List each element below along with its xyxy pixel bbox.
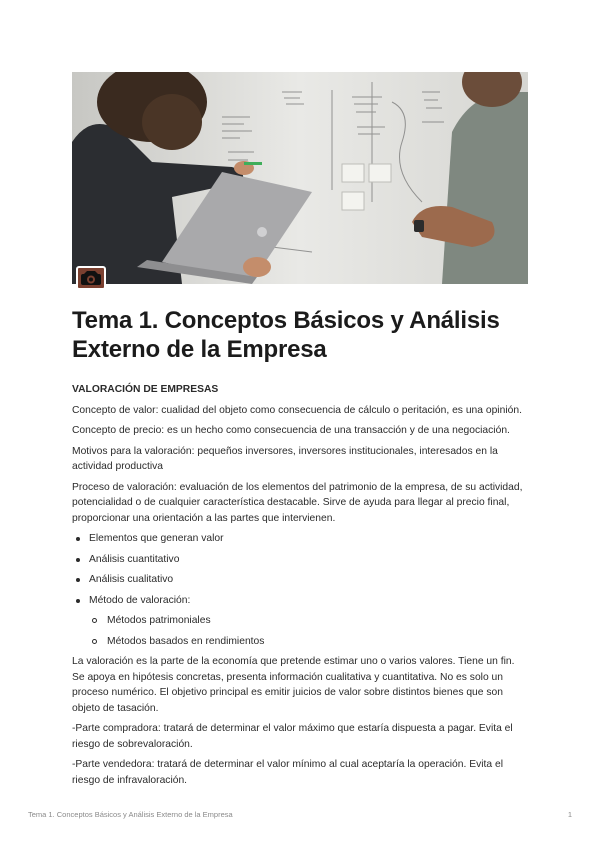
paragraph-valoracion: La valoración es la parte de la economía que pretende estimar uno o varios valores. Tiene un fin. Se apoya en hipótesis concretas, presenta información cualitativa y cuantitativa. No es solo un proceso numérico. El objetivo principal es emitir juicios de valor sobre distintos bienes que son objeto de tasación. bbox=[72, 656, 515, 714]
paragraph-vendedora: -Parte vendedora: tratará de determinar el valor mínimo al cual aceptaría la operación. Evita el riesgo de infravaloración. bbox=[72, 759, 503, 786]
section-heading: VALORACIÓN DE EMPRESAS bbox=[72, 384, 219, 395]
sub-bullet-list bbox=[89, 613, 528, 649]
camera-icon bbox=[78, 268, 104, 288]
list-item: Análisis cualitativo bbox=[72, 572, 528, 588]
paragraph-precio: Concepto de precio: es un hecho como consecuencia de una transacción y de una negociación. bbox=[72, 425, 510, 436]
list-item: Elementos que generan valor bbox=[72, 531, 528, 547]
page-content bbox=[72, 382, 528, 793]
page-footer bbox=[28, 810, 572, 819]
cover-image bbox=[72, 72, 528, 284]
paragraph-valor: Concepto de valor: cualidad del objeto como consecuencia de cálculo o peritación, es una opinión. bbox=[72, 404, 522, 416]
paragraph-proceso: Proceso de valoración: evaluación de los elementos del patrimonio de la empresa, de su actividad, potencialidad o de cualquier característica destacable. Sirve de ayuda para llegar al precio final, proporcionar una orientación a las partes que intervienen. bbox=[72, 481, 523, 524]
list-item-metodo bbox=[72, 593, 528, 650]
footer-page-number: 1 bbox=[567, 810, 572, 819]
sub-list-item: Métodos basados en rendimientos bbox=[89, 634, 528, 650]
list-item: Análisis cuantitativo bbox=[72, 552, 528, 568]
page-icon bbox=[76, 266, 106, 290]
cover-photo-whiteboard bbox=[72, 72, 528, 284]
paragraph-compradora: -Parte compradora: tratará de determinar el valor máximo que estaría dispuesta a pagar. Evita el riesgo de sobrevaloración. bbox=[72, 723, 513, 750]
page-title: Tema 1. Conceptos Básicos y Análisis Externo de la Empresa bbox=[72, 307, 500, 363]
paragraph-motivos: Motivos para la valoración: pequeños inversores, inversores institucionales, interesados en la actividad productiva bbox=[72, 445, 498, 472]
footer-title: Tema 1. Conceptos Básicos y Análisis Externo de la Empresa bbox=[28, 810, 233, 819]
bullet-list bbox=[72, 531, 528, 649]
list-item-label: Método de valoración: bbox=[89, 594, 191, 606]
sub-list-item: Métodos patrimoniales bbox=[89, 613, 528, 629]
